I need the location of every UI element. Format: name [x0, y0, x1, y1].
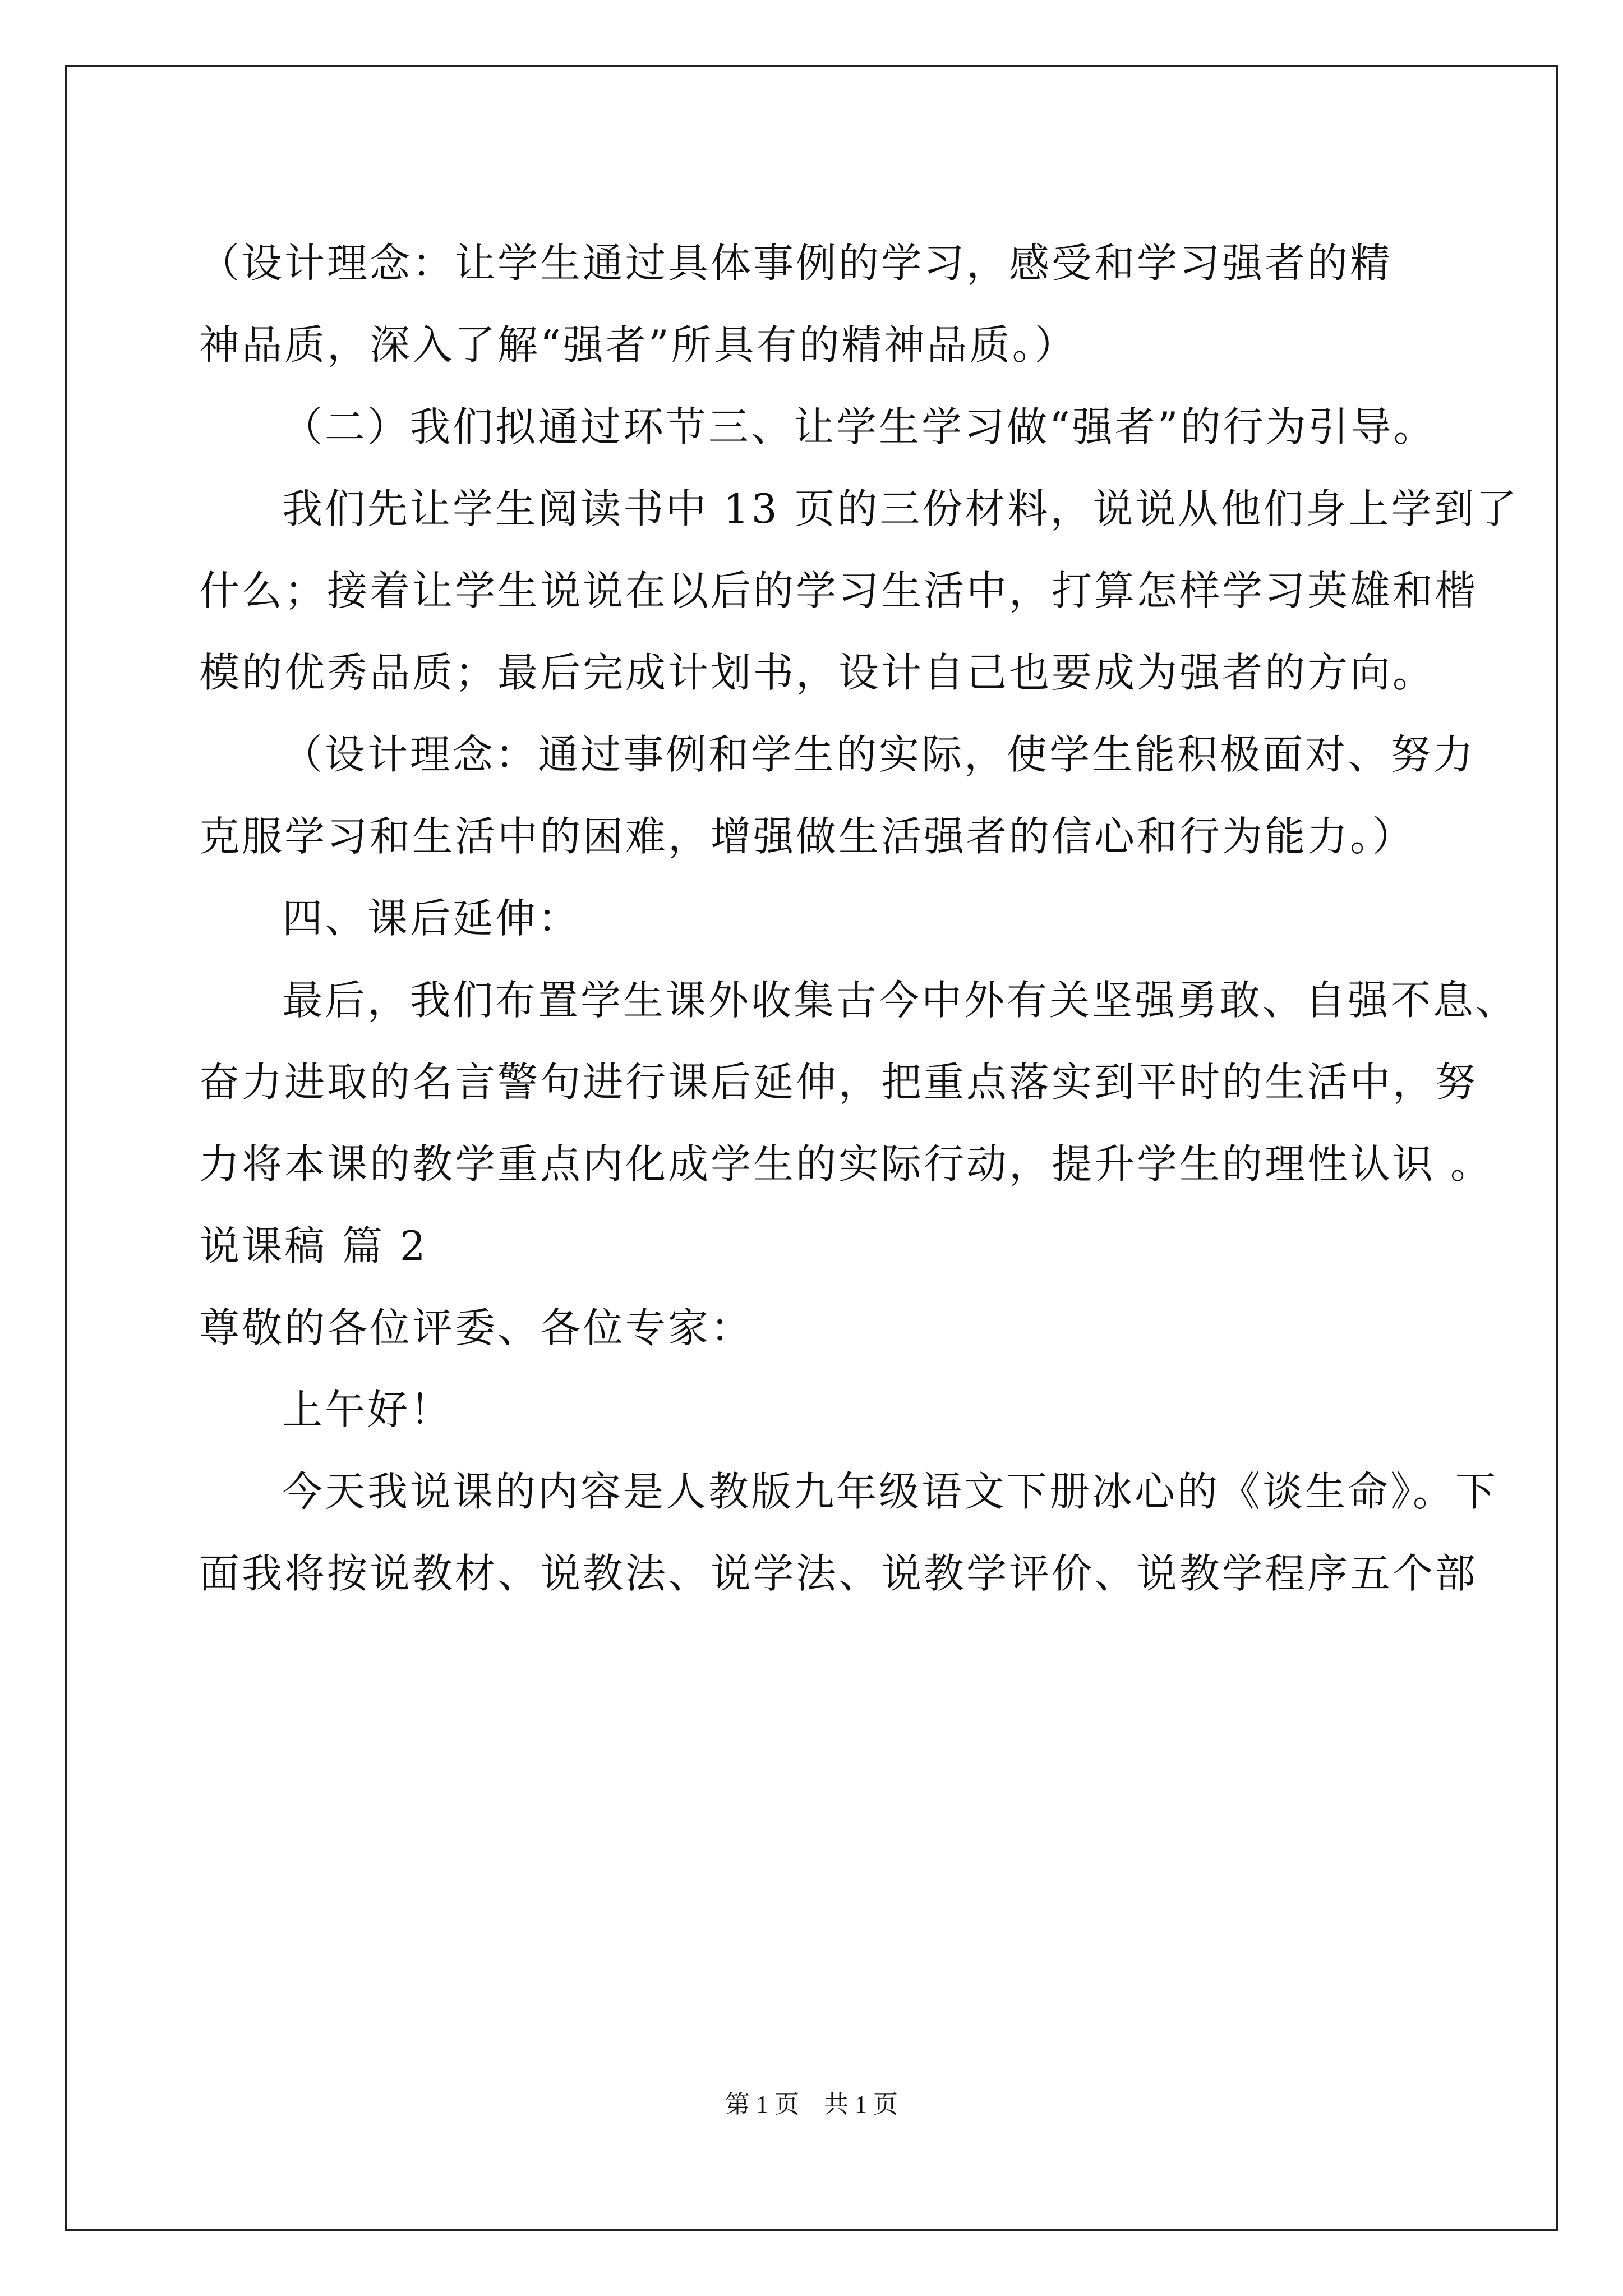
text-line: 神品质，深入了解“强者”所具有的精神品质。）	[199, 321, 1077, 369]
section-heading: 四、课后延伸：	[282, 895, 581, 942]
text-line: （二）我们拟通过环节三、让学生学习做“强者”的行为引导。	[282, 403, 1436, 450]
page-number: 第 1 页 共 1 页	[725, 2091, 898, 2118]
page-footer	[0, 2084, 1623, 2120]
text-line: 最后，我们布置学生课外收集古今中外有关坚强勇敢、自强不息、	[282, 977, 1519, 1024]
text-line: 什么；接着让学生说说在以后的学习生活中，打算怎样学习英雄和楷	[199, 567, 1478, 614]
text-line: 克服学习和生活中的困难，增强做生活强者的信心和行为能力。）	[199, 813, 1415, 860]
text-line: 力将本课的教学重点内化成学生的实际行动，提升学生的理性认识 。	[199, 1140, 1493, 1188]
text-line: 模的优秀品质；最后完成计划书，设计自己也要成为强者的方向。	[199, 649, 1436, 696]
text-line: 今天我说课的内容是人教版九年级语文下册冰心的《谈生命》。下	[282, 1468, 1498, 1515]
text-line: 我们先让学生阅读书中 13 页的三份材料，说说从他们身上学到了	[282, 485, 1519, 532]
greeting: 上午好！	[282, 1386, 453, 1433]
salutation: 尊敬的各位评委、各位专家：	[199, 1304, 754, 1351]
text-line: （设计理念：让学生通过具体事例的学习，感受和学习强者的精	[199, 240, 1393, 287]
text-line: 奋力进取的名言警句进行课后延伸，把重点落实到平时的生活中，努	[199, 1059, 1478, 1106]
text-line: 面我将按说教材、说教法、说学法、说教学评价、说教学程序五个部	[199, 1550, 1478, 1597]
document-body	[199, 222, 1519, 1614]
text-line: （设计理念：通过事例和学生的实际，使学生能积极面对、努力	[282, 731, 1476, 778]
document-title: 说课稿 篇 2	[199, 1222, 428, 1269]
